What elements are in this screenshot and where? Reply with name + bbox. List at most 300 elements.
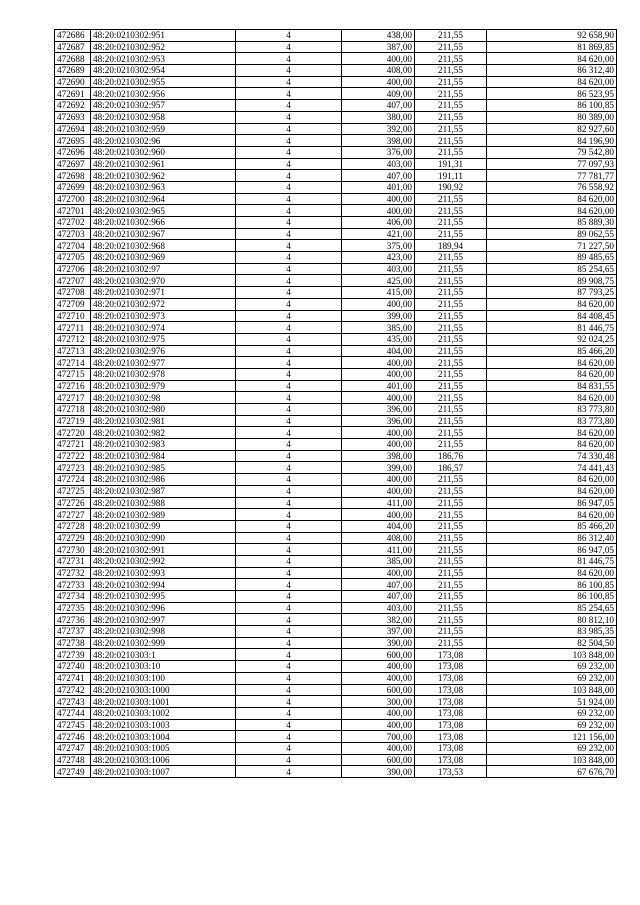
cadastral-number-cell: 48:20:0210302:992 xyxy=(91,555,236,567)
area-cell: 600,00 xyxy=(342,649,415,661)
row-number-cell: 472710 xyxy=(55,310,91,322)
cadastral-value-cell: 89 062,55 xyxy=(487,228,617,240)
cadastral-number-cell: 48:20:0210302:99 xyxy=(91,520,236,532)
row-number-cell: 472692 xyxy=(55,100,91,112)
group-cell: 4 xyxy=(236,707,342,719)
row-number-cell: 472735 xyxy=(55,602,91,614)
cadastral-value-cell: 84 620,00 xyxy=(487,298,617,310)
rate-cell: 190,92 xyxy=(415,181,487,193)
table-row xyxy=(55,240,617,252)
area-cell: 600,00 xyxy=(342,684,415,696)
row-number-cell: 472709 xyxy=(55,298,91,310)
rate-cell: 211,55 xyxy=(415,263,487,275)
cadastral-value-cell: 83 985,35 xyxy=(487,626,617,638)
row-number-cell: 472687 xyxy=(55,41,91,53)
rate-cell: 211,55 xyxy=(415,217,487,229)
area-cell: 400,00 xyxy=(342,485,415,497)
rate-cell: 211,55 xyxy=(415,380,487,392)
group-cell: 4 xyxy=(236,427,342,439)
rate-cell: 186,57 xyxy=(415,462,487,474)
group-cell: 4 xyxy=(236,30,342,42)
group-cell: 4 xyxy=(236,88,342,100)
rate-cell: 173,08 xyxy=(415,754,487,766)
area-cell: 385,00 xyxy=(342,322,415,334)
table-row xyxy=(55,439,617,451)
cadastral-value-cell: 84 620,00 xyxy=(487,439,617,451)
rate-cell: 173,08 xyxy=(415,696,487,708)
group-cell: 4 xyxy=(236,520,342,532)
area-cell: 390,00 xyxy=(342,637,415,649)
group-cell: 4 xyxy=(236,380,342,392)
group-cell: 4 xyxy=(236,462,342,474)
cadastral-number-cell: 48:20:0210302:983 xyxy=(91,439,236,451)
row-number-cell: 472699 xyxy=(55,181,91,193)
rate-cell: 211,55 xyxy=(415,485,487,497)
table-row xyxy=(55,719,617,731)
cadastral-number-cell: 48:20:0210303:1006 xyxy=(91,754,236,766)
cadastral-number-cell: 48:20:0210302:96 xyxy=(91,135,236,147)
row-number-cell: 472744 xyxy=(55,707,91,719)
cadastral-value-cell: 84 620,00 xyxy=(487,392,617,404)
cadastral-number-cell: 48:20:0210302:974 xyxy=(91,322,236,334)
area-cell: 421,00 xyxy=(342,228,415,240)
area-cell: 400,00 xyxy=(342,661,415,673)
rate-cell: 211,55 xyxy=(415,30,487,42)
table-row xyxy=(55,649,617,661)
group-cell: 4 xyxy=(236,684,342,696)
area-cell: 400,00 xyxy=(342,205,415,217)
area-cell: 400,00 xyxy=(342,672,415,684)
cadastral-value-cell: 92 024,25 xyxy=(487,333,617,345)
rate-cell: 173,08 xyxy=(415,672,487,684)
group-cell: 4 xyxy=(236,368,342,380)
group-cell: 4 xyxy=(236,509,342,521)
row-number-cell: 472722 xyxy=(55,450,91,462)
cadastral-number-cell: 48:20:0210302:989 xyxy=(91,509,236,521)
cadastral-number-cell: 48:20:0210302:971 xyxy=(91,287,236,299)
cadastral-number-cell: 48:20:0210302:965 xyxy=(91,205,236,217)
cadastral-value-cell: 84 620,00 xyxy=(487,509,617,521)
row-number-cell: 472702 xyxy=(55,217,91,229)
group-cell: 4 xyxy=(236,766,342,778)
rate-cell: 211,55 xyxy=(415,111,487,123)
group-cell: 4 xyxy=(236,322,342,334)
row-number-cell: 472700 xyxy=(55,193,91,205)
area-cell: 600,00 xyxy=(342,754,415,766)
row-number-cell: 472714 xyxy=(55,357,91,369)
cadastral-value-cell: 79 542,80 xyxy=(487,146,617,158)
table-row xyxy=(55,310,617,322)
row-number-cell: 472742 xyxy=(55,684,91,696)
area-cell: 400,00 xyxy=(342,509,415,521)
rate-cell: 211,55 xyxy=(415,439,487,451)
cadastral-number-cell: 48:20:0210302:997 xyxy=(91,614,236,626)
area-cell: 423,00 xyxy=(342,252,415,264)
rate-cell: 211,55 xyxy=(415,614,487,626)
row-number-cell: 472688 xyxy=(55,53,91,65)
cadastral-number-cell: 48:20:0210302:995 xyxy=(91,591,236,603)
area-cell: 399,00 xyxy=(342,310,415,322)
row-number-cell: 472743 xyxy=(55,696,91,708)
row-number-cell: 472698 xyxy=(55,170,91,182)
rate-cell: 211,55 xyxy=(415,252,487,264)
cadastral-value-cell: 76 558,92 xyxy=(487,181,617,193)
area-cell: 400,00 xyxy=(342,357,415,369)
table-row xyxy=(55,181,617,193)
group-cell: 4 xyxy=(236,544,342,556)
area-cell: 406,00 xyxy=(342,217,415,229)
rate-cell: 211,55 xyxy=(415,520,487,532)
cadastral-number-cell: 48:20:0210302:987 xyxy=(91,485,236,497)
row-number-cell: 472691 xyxy=(55,88,91,100)
cadastral-value-cell: 69 232,00 xyxy=(487,707,617,719)
cadastral-number-cell: 48:20:0210302:954 xyxy=(91,65,236,77)
area-cell: 400,00 xyxy=(342,474,415,486)
row-number-cell: 472718 xyxy=(55,404,91,416)
rate-cell: 211,55 xyxy=(415,415,487,427)
cadastral-value-cell: 89 485,65 xyxy=(487,252,617,264)
cadastral-number-cell: 48:20:0210303:1007 xyxy=(91,766,236,778)
cadastral-number-cell: 48:20:0210302:978 xyxy=(91,368,236,380)
area-cell: 400,00 xyxy=(342,76,415,88)
group-cell: 4 xyxy=(236,602,342,614)
cadastral-value-cell: 121 156,00 xyxy=(487,731,617,743)
rate-cell: 173,08 xyxy=(415,707,487,719)
group-cell: 4 xyxy=(236,310,342,322)
row-number-cell: 472738 xyxy=(55,637,91,649)
cadastral-value-cell: 84 620,00 xyxy=(487,53,617,65)
group-cell: 4 xyxy=(236,696,342,708)
group-cell: 4 xyxy=(236,123,342,135)
area-cell: 401,00 xyxy=(342,380,415,392)
table-row xyxy=(55,555,617,567)
group-cell: 4 xyxy=(236,298,342,310)
cadastral-value-cell: 71 227,50 xyxy=(487,240,617,252)
group-cell: 4 xyxy=(236,415,342,427)
table-row xyxy=(55,65,617,77)
cadastral-value-cell: 89 908,75 xyxy=(487,275,617,287)
table-row xyxy=(55,30,617,42)
group-cell: 4 xyxy=(236,345,342,357)
table-row xyxy=(55,205,617,217)
cadastral-value-cell: 84 620,00 xyxy=(487,485,617,497)
cadastral-number-cell: 48:20:0210303:10 xyxy=(91,661,236,673)
rate-cell: 173,08 xyxy=(415,731,487,743)
group-cell: 4 xyxy=(236,228,342,240)
row-number-cell: 472711 xyxy=(55,322,91,334)
rate-cell: 211,55 xyxy=(415,65,487,77)
group-cell: 4 xyxy=(236,193,342,205)
group-cell: 4 xyxy=(236,357,342,369)
cadastral-number-cell: 48:20:0210302:958 xyxy=(91,111,236,123)
cadastral-number-cell: 48:20:0210303:1001 xyxy=(91,696,236,708)
cadastral-number-cell: 48:20:0210302:991 xyxy=(91,544,236,556)
row-number-cell: 472703 xyxy=(55,228,91,240)
rate-cell: 173,53 xyxy=(415,766,487,778)
cadastral-number-cell: 48:20:0210302:977 xyxy=(91,357,236,369)
group-cell: 4 xyxy=(236,742,342,754)
rate-cell: 211,55 xyxy=(415,368,487,380)
row-number-cell: 472747 xyxy=(55,742,91,754)
cadastral-value-cell: 86 523,95 xyxy=(487,88,617,100)
row-number-cell: 472713 xyxy=(55,345,91,357)
row-number-cell: 472729 xyxy=(55,532,91,544)
row-number-cell: 472717 xyxy=(55,392,91,404)
cadastral-value-cell: 103 848,00 xyxy=(487,754,617,766)
table-row xyxy=(55,111,617,123)
cadastral-number-cell: 48:20:0210302:966 xyxy=(91,217,236,229)
rate-cell: 211,55 xyxy=(415,591,487,603)
cadastral-value-cell: 81 446,75 xyxy=(487,322,617,334)
row-number-cell: 472689 xyxy=(55,65,91,77)
table-row xyxy=(55,263,617,275)
table-row xyxy=(55,637,617,649)
row-number-cell: 472736 xyxy=(55,614,91,626)
rate-cell: 211,55 xyxy=(415,88,487,100)
table-row xyxy=(55,275,617,287)
cadastral-value-cell: 69 232,00 xyxy=(487,742,617,754)
rate-cell: 211,55 xyxy=(415,135,487,147)
cadastral-number-cell: 48:20:0210303:100 xyxy=(91,672,236,684)
rate-cell: 191,11 xyxy=(415,170,487,182)
rate-cell: 211,55 xyxy=(415,637,487,649)
row-number-cell: 472725 xyxy=(55,485,91,497)
rate-cell: 211,55 xyxy=(415,41,487,53)
table-row xyxy=(55,509,617,521)
row-number-cell: 472727 xyxy=(55,509,91,521)
table-row xyxy=(55,287,617,299)
cadastral-value-table xyxy=(54,29,617,778)
table-row xyxy=(55,754,617,766)
row-number-cell: 472748 xyxy=(55,754,91,766)
cadastral-number-cell: 48:20:0210302:986 xyxy=(91,474,236,486)
row-number-cell: 472705 xyxy=(55,252,91,264)
group-cell: 4 xyxy=(236,217,342,229)
area-cell: 407,00 xyxy=(342,100,415,112)
table-row xyxy=(55,100,617,112)
area-cell: 407,00 xyxy=(342,170,415,182)
cadastral-value-cell: 69 232,00 xyxy=(487,661,617,673)
rate-cell: 211,55 xyxy=(415,123,487,135)
rate-cell: 211,55 xyxy=(415,333,487,345)
cadastral-number-cell: 48:20:0210302:972 xyxy=(91,298,236,310)
table-row xyxy=(55,158,617,170)
cadastral-value-cell: 84 620,00 xyxy=(487,427,617,439)
rate-cell: 211,55 xyxy=(415,322,487,334)
rate-cell: 173,08 xyxy=(415,649,487,661)
cadastral-value-cell: 81 869,85 xyxy=(487,41,617,53)
group-cell: 4 xyxy=(236,649,342,661)
table-row xyxy=(55,368,617,380)
rate-cell: 211,55 xyxy=(415,76,487,88)
row-number-cell: 472716 xyxy=(55,380,91,392)
row-number-cell: 472707 xyxy=(55,275,91,287)
group-cell: 4 xyxy=(236,205,342,217)
row-number-cell: 472730 xyxy=(55,544,91,556)
rate-cell: 211,55 xyxy=(415,146,487,158)
rate-cell: 211,55 xyxy=(415,193,487,205)
cadastral-number-cell: 48:20:0210302:985 xyxy=(91,462,236,474)
table-row xyxy=(55,427,617,439)
rate-cell: 211,55 xyxy=(415,357,487,369)
table-row xyxy=(55,731,617,743)
cadastral-value-cell: 84 620,00 xyxy=(487,368,617,380)
area-cell: 380,00 xyxy=(342,111,415,123)
row-number-cell: 472704 xyxy=(55,240,91,252)
cadastral-value-cell: 86 312,40 xyxy=(487,65,617,77)
group-cell: 4 xyxy=(236,404,342,416)
group-cell: 4 xyxy=(236,53,342,65)
area-cell: 300,00 xyxy=(342,696,415,708)
table-row xyxy=(55,322,617,334)
row-number-cell: 472728 xyxy=(55,520,91,532)
rate-cell: 173,08 xyxy=(415,661,487,673)
rate-cell: 211,55 xyxy=(415,404,487,416)
group-cell: 4 xyxy=(236,614,342,626)
group-cell: 4 xyxy=(236,719,342,731)
row-number-cell: 472720 xyxy=(55,427,91,439)
cadastral-number-cell: 48:20:0210302:996 xyxy=(91,602,236,614)
row-number-cell: 472695 xyxy=(55,135,91,147)
cadastral-value-cell: 92 658,90 xyxy=(487,30,617,42)
cadastral-value-cell: 84 620,00 xyxy=(487,567,617,579)
area-cell: 399,00 xyxy=(342,462,415,474)
rate-cell: 211,55 xyxy=(415,567,487,579)
cadastral-value-cell: 84 831,55 xyxy=(487,380,617,392)
cadastral-number-cell: 48:20:0210302:976 xyxy=(91,345,236,357)
table-row xyxy=(55,474,617,486)
area-cell: 400,00 xyxy=(342,193,415,205)
cadastral-number-cell: 48:20:0210302:981 xyxy=(91,415,236,427)
cadastral-number-cell: 48:20:0210302:994 xyxy=(91,579,236,591)
area-cell: 397,00 xyxy=(342,626,415,638)
row-number-cell: 472693 xyxy=(55,111,91,123)
row-number-cell: 472715 xyxy=(55,368,91,380)
area-cell: 400,00 xyxy=(342,439,415,451)
rate-cell: 211,55 xyxy=(415,53,487,65)
row-number-cell: 472690 xyxy=(55,76,91,88)
group-cell: 4 xyxy=(236,626,342,638)
cadastral-value-cell: 84 620,00 xyxy=(487,357,617,369)
group-cell: 4 xyxy=(236,485,342,497)
row-number-cell: 472746 xyxy=(55,731,91,743)
rate-cell: 211,55 xyxy=(415,100,487,112)
area-cell: 700,00 xyxy=(342,731,415,743)
cadastral-number-cell: 48:20:0210303:1002 xyxy=(91,707,236,719)
group-cell: 4 xyxy=(236,287,342,299)
cadastral-value-cell: 84 196,90 xyxy=(487,135,617,147)
row-number-cell: 472734 xyxy=(55,591,91,603)
group-cell: 4 xyxy=(236,100,342,112)
rate-cell: 211,55 xyxy=(415,602,487,614)
group-cell: 4 xyxy=(236,158,342,170)
group-cell: 4 xyxy=(236,567,342,579)
cadastral-number-cell: 48:20:0210302:956 xyxy=(91,88,236,100)
cadastral-value-cell: 67 676,70 xyxy=(487,766,617,778)
rate-cell: 173,08 xyxy=(415,684,487,696)
area-cell: 400,00 xyxy=(342,392,415,404)
cadastral-value-cell: 84 620,00 xyxy=(487,205,617,217)
row-number-cell: 472745 xyxy=(55,719,91,731)
table-row xyxy=(55,76,617,88)
row-number-cell: 472739 xyxy=(55,649,91,661)
row-number-cell: 472708 xyxy=(55,287,91,299)
cadastral-value-cell: 82 504,50 xyxy=(487,637,617,649)
group-cell: 4 xyxy=(236,181,342,193)
cadastral-number-cell: 48:20:0210302:988 xyxy=(91,497,236,509)
table-row xyxy=(55,684,617,696)
rate-cell: 173,08 xyxy=(415,719,487,731)
table-row xyxy=(55,626,617,638)
row-number-cell: 472723 xyxy=(55,462,91,474)
row-number-cell: 472721 xyxy=(55,439,91,451)
cadastral-value-cell: 85 466,20 xyxy=(487,520,617,532)
area-cell: 404,00 xyxy=(342,520,415,532)
group-cell: 4 xyxy=(236,275,342,287)
cadastral-value-cell: 85 254,65 xyxy=(487,263,617,275)
cadastral-number-cell: 48:20:0210302:998 xyxy=(91,626,236,638)
table-body xyxy=(55,30,617,778)
rate-cell: 211,55 xyxy=(415,310,487,322)
row-number-cell: 472686 xyxy=(55,30,91,42)
area-cell: 400,00 xyxy=(342,719,415,731)
row-number-cell: 472706 xyxy=(55,263,91,275)
row-number-cell: 472741 xyxy=(55,672,91,684)
group-cell: 4 xyxy=(236,252,342,264)
table-row xyxy=(55,532,617,544)
cadastral-number-cell: 48:20:0210302:979 xyxy=(91,380,236,392)
cadastral-number-cell: 48:20:0210302:993 xyxy=(91,567,236,579)
row-number-cell: 472737 xyxy=(55,626,91,638)
table-row xyxy=(55,228,617,240)
area-cell: 403,00 xyxy=(342,602,415,614)
cadastral-value-cell: 77 097,93 xyxy=(487,158,617,170)
cadastral-number-cell: 48:20:0210302:960 xyxy=(91,146,236,158)
table-row xyxy=(55,520,617,532)
table-row xyxy=(55,41,617,53)
rate-cell: 211,55 xyxy=(415,298,487,310)
table-row xyxy=(55,602,617,614)
table-row xyxy=(55,696,617,708)
cadastral-value-cell: 83 773,80 xyxy=(487,404,617,416)
table-row xyxy=(55,462,617,474)
cadastral-value-cell: 85 466,20 xyxy=(487,345,617,357)
area-cell: 400,00 xyxy=(342,707,415,719)
cadastral-value-cell: 85 254,65 xyxy=(487,602,617,614)
group-cell: 4 xyxy=(236,579,342,591)
area-cell: 409,00 xyxy=(342,88,415,100)
cadastral-number-cell: 48:20:0210302:982 xyxy=(91,427,236,439)
row-number-cell: 472740 xyxy=(55,661,91,673)
table-row xyxy=(55,591,617,603)
area-cell: 382,00 xyxy=(342,614,415,626)
area-cell: 403,00 xyxy=(342,263,415,275)
area-cell: 376,00 xyxy=(342,146,415,158)
group-cell: 4 xyxy=(236,450,342,462)
rate-cell: 211,55 xyxy=(415,287,487,299)
cadastral-number-cell: 48:20:0210302:975 xyxy=(91,333,236,345)
row-number-cell: 472696 xyxy=(55,146,91,158)
area-cell: 411,00 xyxy=(342,544,415,556)
cadastral-number-cell: 48:20:0210302:999 xyxy=(91,637,236,649)
row-number-cell: 472694 xyxy=(55,123,91,135)
group-cell: 4 xyxy=(236,532,342,544)
rate-cell: 186,76 xyxy=(415,450,487,462)
cadastral-number-cell: 48:20:0210302:957 xyxy=(91,100,236,112)
row-number-cell: 472719 xyxy=(55,415,91,427)
rate-cell: 211,55 xyxy=(415,228,487,240)
cadastral-number-cell: 48:20:0210302:970 xyxy=(91,275,236,287)
